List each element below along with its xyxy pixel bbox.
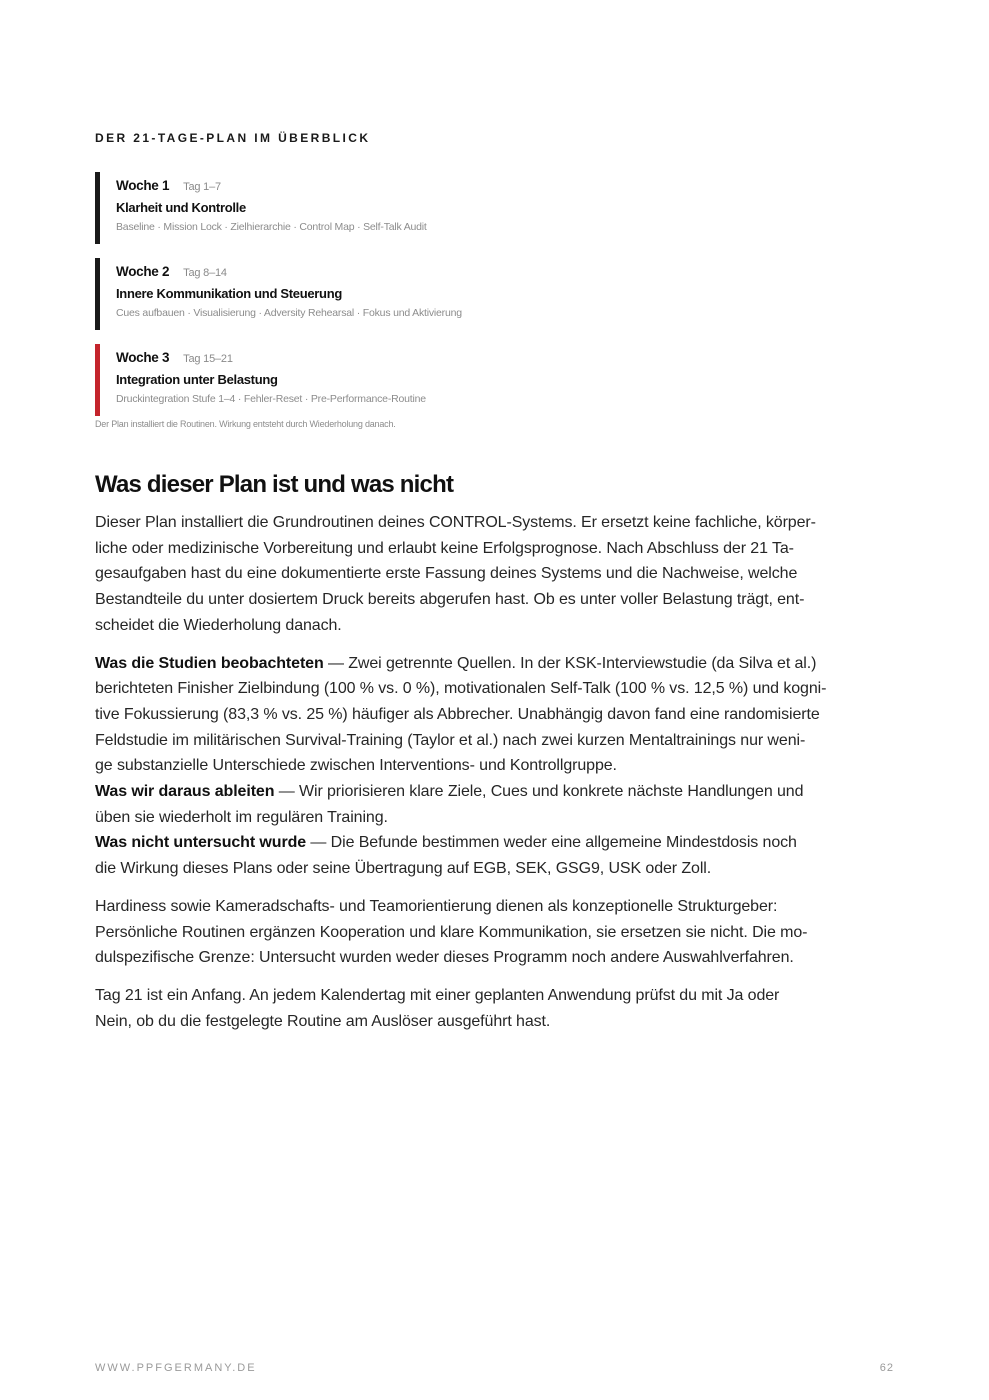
text-line: gesaufgaben hast du eine dokumentierte erste Fassung deines Systems und die Nachweise, welche [95,565,798,583]
text-line: dulspezifische Grenze: Untersucht wurden weder dieses Programm noch andere Auswahlverfahren. [95,949,794,967]
text-line: Dieser Plan installiert die Grundroutinen deines CONTROL-Systems. Er ersetzt keine fachliche, körper- [95,514,816,531]
text-line: Hardiness sowie Kameradschafts- und Teamorientierung dienen als konzeptionelle Strukturgeber: [95,897,778,915]
text-line: Feldstudie im militärischen Survival-Training (Taylor et al.) nach zwei kurzen Mentaltrainings nur weni- [95,731,806,749]
week-2-days: Tag 8–14 [183,267,227,279]
text-line: Bestandteile du unter dosiertem Druck bereits abgerufen hast. Ob es unter voller Belastung trägt, ent- [95,591,805,609]
week-2-block [95,258,655,330]
derive-text: — Wir priorisieren klare Ziele, Cues und konkrete nächste Handlungen und [274,783,804,801]
overview-heading: DER 21-TAGE-PLAN IM ÜBERBLICK [95,131,371,145]
week-2-label: Woche 2 [116,264,170,279]
text-line: Persönliche Routinen ergänzen Kooperation und klare Kommunikation, sie ersetzen sie nicht. Die mo- [95,923,808,941]
week-2-bar [95,258,100,330]
week-1-title: Klarheit und Kontrolle [116,200,246,215]
week-1-days: Tag 1–7 [183,181,221,193]
plan-note: Der Plan installiert die Routinen. Wirkung entsteht durch Wiederholung danach. [95,419,396,429]
footer-website: WWW.PPFGERMANY.DE [95,1362,257,1374]
paragraph-closing [95,983,895,1034]
text-line: tive Fokussierung (83,3 % vs. 25 %) häufiger als Abbrecher. Unabhängig davon fand eine randomisierte [95,705,820,723]
derive-label: Was wir daraus ableiten [95,783,275,801]
body-text [95,510,895,1046]
text-line: scheidet die Wiederholung danach. [95,616,342,634]
studies-text: — Zwei getrennte Quellen. In der KSK-Interviewstudie (da Silva et al.) [323,654,817,672]
text-line: Tag 21 ist ein Anfang. An jedem Kalendertag mit einer geplanten Anwendung prüfst du mit Ja oder [95,986,780,1004]
text-line [95,830,895,856]
text-line: berichteten Finisher Zielbindung (100 % vs. 0 %), motivationalen Self-Talk (100 % vs. 12,5 %) und kogni- [95,680,827,698]
week-list [95,172,655,430]
paragraph-evidence [95,651,895,882]
week-3-block [95,344,655,416]
week-2-topics: Cues aufbauen · Visualisierung · Adversity Rehearsal · Fokus und Aktivierung [116,307,462,319]
section-title: Was dieser Plan ist und was nicht [95,471,454,498]
text-line [95,651,895,677]
paragraph-intro [95,510,895,639]
week-1-label: Woche 1 [116,178,170,193]
week-3-accent-bar [95,344,100,416]
page-number: 62 [879,1362,894,1374]
notstudied-label: Was nicht untersucht wurde [95,834,307,852]
week-3-days: Tag 15–21 [183,353,233,365]
week-1-bar [95,172,100,244]
week-3-title: Integration unter Belastung [116,372,278,387]
paragraph-hardiness [95,894,895,971]
text-line: Nein, ob du die festgelegte Routine am Auslöser ausgeführt hast. [95,1012,551,1030]
week-3-label: Woche 3 [116,350,170,365]
text-line: liche oder medizinische Vorbereitung und erlaubt keine Erfolgsprognose. Nach Abschluss der 21 Ta- [95,539,794,557]
text-line: die Wirkung dieses Plans oder seine Übertragung auf EGB, SEK, GSG9, USK oder Zoll. [95,860,712,878]
text-line: ge substanzielle Unterschiede zwischen Interventions- und Kontrollgruppe. [95,757,617,775]
notstudied-text: — Die Befunde bestimmen weder eine allgemeine Mindestdosis noch [306,834,797,852]
text-line: üben sie wiederholt im regulären Training. [95,808,388,826]
week-3-topics: Druckintegration Stufe 1–4 · Fehler-Reset · Pre-Performance-Routine [116,393,426,405]
week-1-topics: Baseline · Mission Lock · Zielhierarchie · Control Map · Self-Talk Audit [116,221,427,233]
text-line [95,779,895,805]
week-1-block [95,172,655,244]
week-2-title: Innere Kommunikation und Steuerung [116,286,342,301]
studies-label: Was die Studien beobachteten [95,654,324,672]
